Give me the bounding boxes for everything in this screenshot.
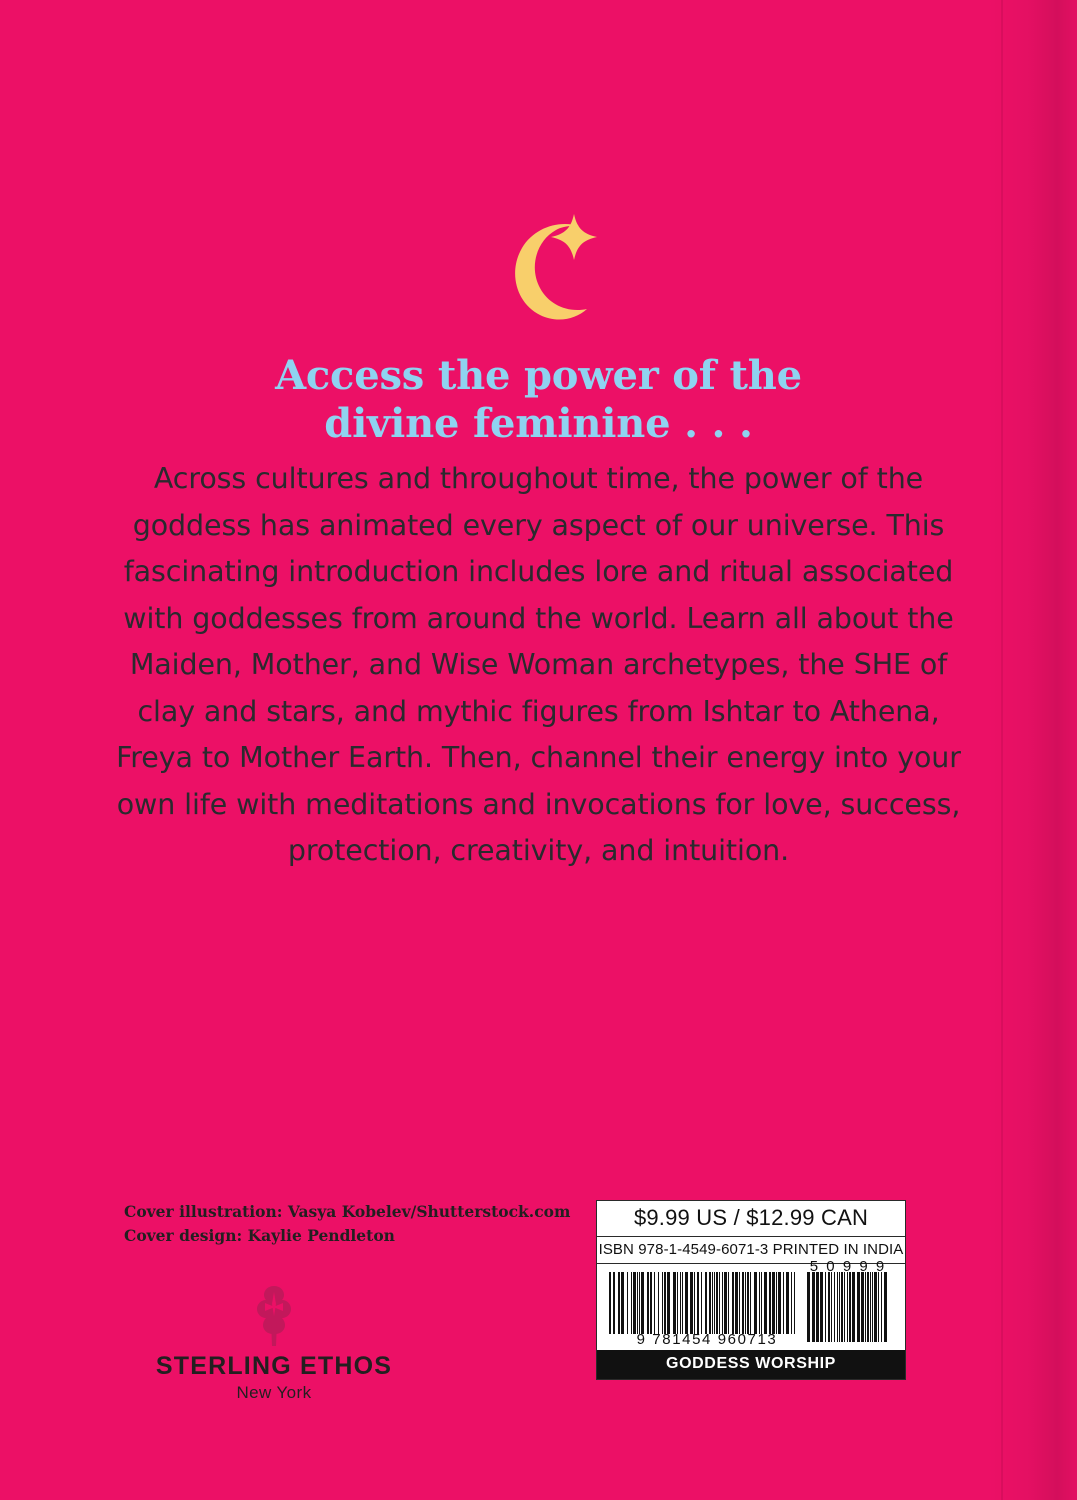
blurb-text: Across cultures and throughout time, the power of the goddess has animated every aspect of our universe. This fascinating introduction includes lore and ritual associated with goddesses from around the world. Learn all about the Maiden, Mother, and Wise Woman archetypes, the SHE of clay and stars, and mythic figures from Ishtar to Athena, Freya to Mother Earth. Then, channel their energy into your own life with meditations and invocations for love, success, protection, creativity, and intuition. — [116, 462, 961, 867]
crescent-moon-with-star-ornament — [0, 212, 1077, 327]
category-badge: GODDESS WORSHIP — [597, 1350, 905, 1379]
cover-credits — [124, 1200, 584, 1248]
addon-barcode — [807, 1272, 891, 1342]
price-text: $9.99 US / $12.99 CAN — [597, 1201, 905, 1237]
addon-digits: 5 0 9 9 9 — [809, 1258, 887, 1275]
tree-logo-icon — [235, 1278, 313, 1348]
barcode-bars — [597, 1258, 905, 1350]
headline-line-2: divine feminine . . . — [324, 400, 753, 447]
page-title — [110, 352, 967, 448]
headline-line-1: Access the power of the — [275, 352, 802, 399]
isbn-text: ISBN 978-1-4549-6071-3 PRINTED IN INDIA — [597, 1237, 905, 1264]
publisher-name: STERLING ETHOS — [155, 1352, 393, 1380]
publisher-logo — [124, 1278, 424, 1403]
crescent-moon-with-star-icon — [454, 212, 624, 322]
barcode-block — [596, 1200, 906, 1380]
credit-design: Cover design: Kaylie Pendleton — [124, 1226, 395, 1245]
credit-illustration: Cover illustration: Vasya Kobelev/Shutterstock.com — [124, 1202, 571, 1221]
publisher-city: New York — [236, 1383, 312, 1402]
spine-edge-line — [1001, 0, 1003, 1500]
ean-barcode — [609, 1272, 799, 1334]
ean-digits: 9 781454 960713 — [636, 1331, 778, 1348]
